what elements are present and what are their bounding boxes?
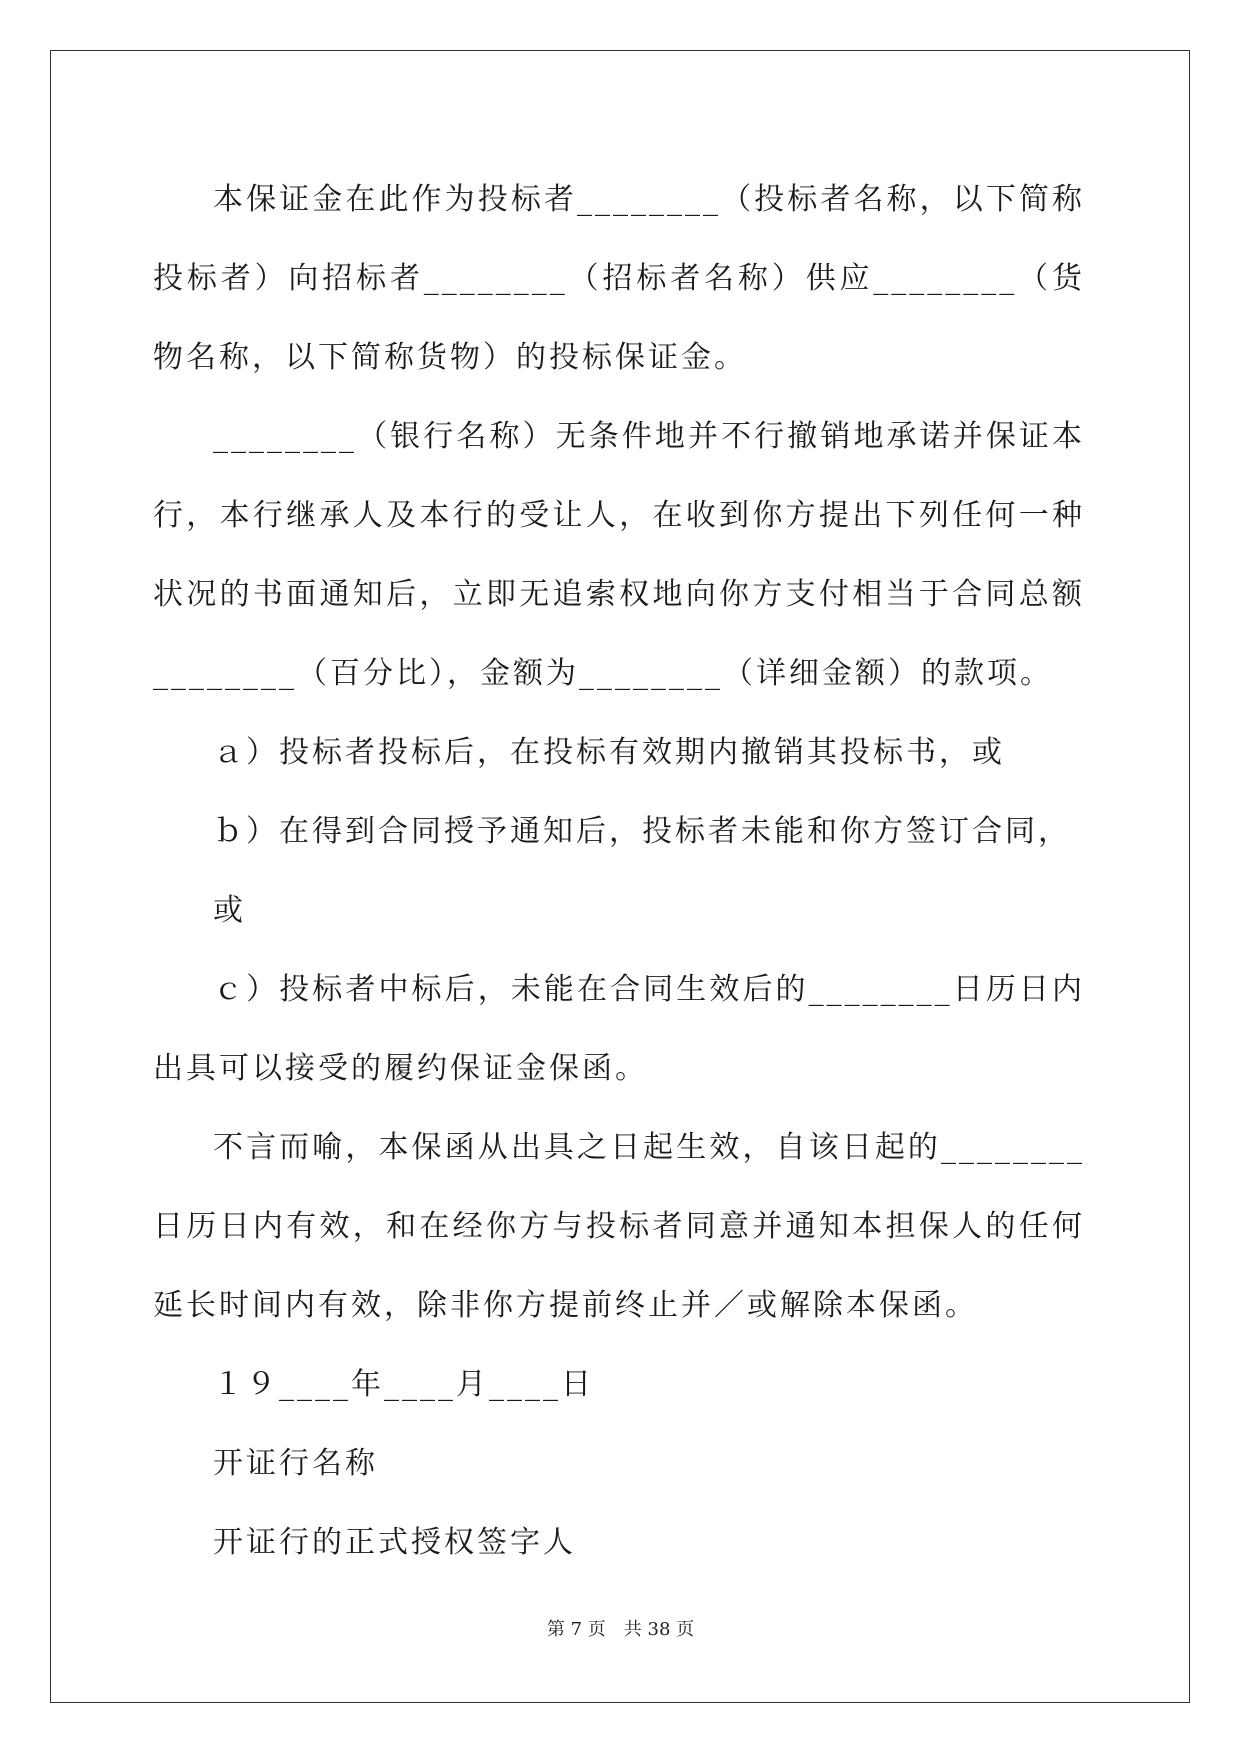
date-line: １９____年____月____日: [213, 1367, 594, 1402]
condition-a: ａ）投标者投标后，在投标有效期内撤销其投标书，或: [213, 735, 1005, 770]
page-number-footer: 第 7 页 共 38 页: [546, 1619, 695, 1640]
document-body: [153, 160, 1085, 1582]
authorized-signatory-label: 开证行的正式授权签字人: [213, 1525, 576, 1560]
guarantee-purpose-paragraph: 本保证金在此作为投标者________（投标者名称，以下简称投标者）向招标者________（招标者名称）供应________（货物名称，以下简称货物）的投标保证金。: [153, 182, 1085, 375]
condition-c: ｃ）投标者中标后，未能在合同生效后的________日历日内出具可以接受的履约保证金保函。: [153, 972, 1085, 1086]
issuing-bank-name-label: 开证行名称: [213, 1446, 378, 1481]
validity-paragraph: 不言而喻，本保函从出具之日起生效，自该日起的________日历日内有效，和在经你方与投标者同意并通知本担保人的任何延长时间内有效，除非你方提前终止并／或解除本保函。: [153, 1130, 1085, 1323]
condition-b: ｂ）在得到合同授予通知后，投标者未能和你方签订合同，或: [213, 814, 1071, 928]
bank-undertaking-paragraph: ________（银行名称）无条件地并不行撤销地承诺并保证本行，本行继承人及本行的受让人，在收到你方提出下列任何一种状况的书面通知后，立即无追索权地向你方支付相当于合同总额________（百分比），金额为________（详细金额）的款项。: [153, 419, 1085, 691]
